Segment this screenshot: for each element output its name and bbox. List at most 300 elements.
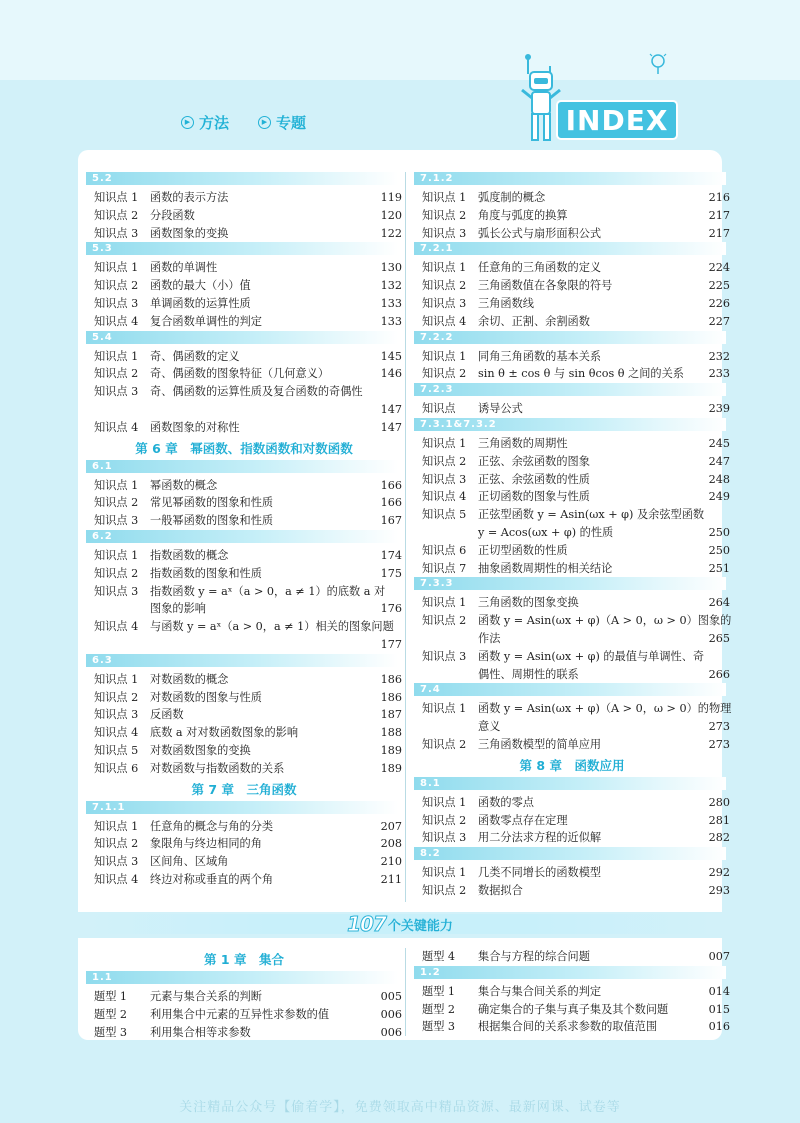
entry-title: 确定集合的子集与真子集及其个数问题 bbox=[478, 1002, 669, 1016]
toc-entry[interactable] bbox=[414, 983, 730, 1001]
section-header: 7.3.3 bbox=[414, 577, 726, 590]
entry-page-number: 251 bbox=[708, 561, 730, 575]
entry-label: 知识点 4 bbox=[94, 726, 139, 740]
entry-title: 集合与方程的综合问题 bbox=[478, 950, 590, 963]
entry-title: 元素与集合关系的判断 bbox=[150, 990, 262, 1003]
section-header: 8.2 bbox=[414, 847, 726, 860]
entry-page-number: 250 bbox=[708, 525, 730, 539]
entry-label: 知识点 1 bbox=[422, 702, 467, 716]
toc-entry[interactable] bbox=[86, 189, 402, 207]
entry-title: 一般幂函数的图象和性质 bbox=[150, 514, 274, 528]
entry-title: 三角函数值在各象限的符号 bbox=[478, 279, 613, 293]
toc-entry[interactable] bbox=[86, 477, 402, 495]
lower-left-column bbox=[86, 948, 402, 1041]
toc-entry[interactable] bbox=[414, 524, 730, 542]
toc-entry[interactable] bbox=[414, 471, 730, 489]
entry-page-number: 006 bbox=[380, 1007, 402, 1021]
entry-label: 题型 1 bbox=[94, 990, 128, 1003]
entry-title: 反函数 bbox=[150, 708, 184, 722]
entry-label: 知识点 2 bbox=[94, 496, 139, 510]
entry-title: 角度与弧度的换算 bbox=[478, 208, 568, 222]
toc-entry[interactable] bbox=[86, 225, 402, 243]
entry-label: 知识点 3 bbox=[94, 226, 139, 240]
entry-label: 题型 3 bbox=[422, 1020, 456, 1034]
entry-page-number: 247 bbox=[708, 454, 730, 468]
toc-entry[interactable] bbox=[414, 435, 730, 453]
entry-title: 正切型函数的性质 bbox=[478, 543, 568, 557]
play-circle-icon: ▶ bbox=[181, 116, 194, 129]
entry-label: 知识点 4 bbox=[422, 490, 467, 504]
entry-label: 知识点 1 bbox=[422, 349, 467, 363]
entry-title: 对数函数的概念 bbox=[150, 672, 229, 686]
section-header: 7.2.2 bbox=[414, 331, 726, 344]
entry-title: 奇、偶函数的定义 bbox=[150, 349, 240, 363]
entry-page-number: 147 bbox=[380, 402, 402, 416]
entry-label: 知识点 2 bbox=[422, 883, 467, 897]
section-header: 5.4 bbox=[86, 331, 398, 344]
entry-title: 函数 y = Asin(ωx + φ)（A > 0，ω > 0）的物理 bbox=[478, 702, 732, 716]
toc-entry[interactable] bbox=[414, 488, 730, 506]
entry-title: 根据集合间的关系求参数的取值范围 bbox=[478, 1020, 658, 1034]
chapter-title: 第 8 章 函数应用 bbox=[519, 757, 625, 773]
entry-label: 知识点 3 bbox=[94, 385, 139, 399]
toc-entry[interactable] bbox=[86, 724, 402, 742]
entry-label: 知识点 3 bbox=[94, 584, 139, 598]
entry-label: 知识点 3 bbox=[422, 472, 467, 486]
toc-entry[interactable] bbox=[414, 648, 730, 666]
entry-label: 知识点 2 bbox=[422, 367, 467, 381]
toc-entry[interactable] bbox=[414, 736, 730, 754]
entry-page-number: 292 bbox=[708, 866, 730, 880]
section-header: 7.1.1 bbox=[86, 801, 398, 814]
entry-title: 奇、偶函数的图象特征（几何意义） bbox=[150, 367, 330, 381]
entry-title: 三角函数的图象变换 bbox=[478, 596, 579, 610]
entry-title: 数据拟合 bbox=[478, 883, 523, 897]
entry-page-number: 239 bbox=[708, 402, 730, 416]
entry-title: 指数函数的概念 bbox=[150, 548, 229, 562]
entry-label: 知识点 2 bbox=[94, 279, 139, 293]
toc-entry[interactable] bbox=[414, 542, 730, 560]
toc-entry[interactable] bbox=[86, 636, 402, 654]
entry-label: 知识点 3 bbox=[94, 296, 139, 310]
entry-title: 对数函数与指数函数的关系 bbox=[150, 761, 285, 775]
entry-title: 正弦、余弦函数的图象 bbox=[478, 454, 590, 468]
toc-entry[interactable] bbox=[86, 277, 402, 295]
entry-title: 区间角、区域角 bbox=[150, 855, 229, 869]
toc-entry[interactable] bbox=[414, 365, 730, 383]
entry-page-number: 133 bbox=[380, 296, 402, 310]
entry-page-number: 016 bbox=[708, 1020, 730, 1034]
entry-label: 知识点 2 bbox=[422, 737, 467, 751]
lower-column-divider bbox=[405, 948, 406, 1036]
entry-label: 知识点 2 bbox=[94, 367, 139, 381]
entry-label: 知识点 1 bbox=[94, 548, 139, 562]
play-circle-icon: ▶ bbox=[258, 116, 271, 129]
entry-page-number: 226 bbox=[708, 296, 730, 310]
entry-title: sin θ ± cos θ 与 sin θcos θ 之间的关系 bbox=[478, 367, 684, 381]
toc-entry[interactable] bbox=[414, 453, 730, 471]
entry-label: 知识点 1 bbox=[422, 261, 467, 275]
entry-title: 弧度制的概念 bbox=[478, 191, 546, 204]
entry-label: 知识点 3 bbox=[422, 831, 467, 845]
entry-label: 知识点 1 bbox=[422, 436, 467, 450]
entry-title: 终边对称或垂直的两个角 bbox=[150, 872, 274, 886]
entry-label: 知识点 3 bbox=[422, 296, 467, 310]
entry-page-number: 119 bbox=[380, 191, 402, 204]
toc-entry[interactable] bbox=[414, 864, 730, 882]
entry-title: 三角函数的周期性 bbox=[478, 436, 568, 450]
toc-entry[interactable] bbox=[86, 348, 402, 366]
toc-entry[interactable] bbox=[414, 829, 730, 847]
entry-page-number: 282 bbox=[708, 831, 730, 845]
entry-label: 知识点 2 bbox=[94, 566, 139, 580]
entry-title: 函数图象的对称性 bbox=[150, 420, 240, 434]
lower-right-column bbox=[414, 948, 730, 1036]
entry-title bbox=[94, 401, 372, 419]
entry-page-number: 187 bbox=[380, 708, 402, 722]
entry-page-number: 224 bbox=[708, 261, 730, 275]
entry-label: 题型 1 bbox=[422, 984, 456, 998]
section-header: 7.3.1&7.3.2 bbox=[414, 418, 726, 431]
entry-title: 任意角的三角函数的定义 bbox=[478, 261, 602, 275]
toc-entry[interactable] bbox=[86, 583, 402, 601]
entry-title: 三角函数模型的简单应用 bbox=[478, 737, 602, 751]
toc-entry[interactable] bbox=[86, 742, 402, 760]
entry-page-number bbox=[385, 583, 415, 601]
toc-entry[interactable] bbox=[414, 277, 730, 295]
entry-page-number: 233 bbox=[708, 367, 730, 381]
toc-entry[interactable] bbox=[414, 700, 730, 718]
toc-entry[interactable] bbox=[414, 295, 730, 313]
toc-entry[interactable] bbox=[86, 706, 402, 724]
toc-entry[interactable] bbox=[86, 689, 402, 707]
index-badge: INDEX bbox=[556, 100, 678, 140]
toc-entry[interactable] bbox=[86, 365, 402, 383]
entry-label: 知识点 2 bbox=[422, 813, 467, 827]
section-header: 8.1 bbox=[414, 777, 726, 790]
toc-entry[interactable] bbox=[86, 600, 402, 618]
entry-label: 知识点 2 bbox=[422, 614, 467, 628]
entry-title: 抽象函数周期性的相关结论 bbox=[478, 561, 613, 575]
entry-label: 知识点 1 bbox=[94, 478, 139, 492]
entry-page-number: 281 bbox=[708, 813, 730, 827]
entry-page-number: 014 bbox=[708, 984, 730, 998]
entry-title: 指数函数的图象和性质 bbox=[150, 566, 262, 580]
entry-label: 知识点 3 bbox=[94, 708, 139, 722]
entry-page-number: 133 bbox=[380, 314, 402, 328]
entry-page-number: 167 bbox=[380, 514, 402, 528]
entry-title: 函数的表示方法 bbox=[150, 191, 229, 204]
entry-title: 函数 y = Asin(ωx + φ)（A > 0，ω > 0）图象的 bbox=[478, 614, 732, 628]
toc-entry[interactable] bbox=[414, 612, 730, 630]
entry-page-number: 264 bbox=[708, 596, 730, 610]
entry-title: 函数的最大（小）值 bbox=[150, 279, 251, 293]
toc-entry[interactable] bbox=[414, 718, 730, 736]
toc-entry[interactable] bbox=[86, 547, 402, 565]
entry-title: 图象的影响 bbox=[150, 602, 206, 616]
entry-title: 诱导公式 bbox=[478, 402, 523, 416]
entry-label: 知识点 1 bbox=[422, 866, 467, 880]
entry-title bbox=[94, 636, 372, 654]
entry-label: 知识点 7 bbox=[422, 561, 467, 575]
section-header: 7.4 bbox=[414, 683, 726, 696]
section-header: 7.2.1 bbox=[414, 242, 726, 255]
entry-page-number: 207 bbox=[380, 819, 402, 833]
entry-title: 常见幂函数的图象和性质 bbox=[150, 496, 274, 510]
toc-entry[interactable] bbox=[86, 512, 402, 530]
section-header: 6.1 bbox=[86, 460, 398, 473]
entry-page-number: 249 bbox=[708, 490, 730, 504]
entry-page-number bbox=[372, 383, 402, 401]
entry-label: 知识点 5 bbox=[422, 508, 467, 522]
section-header: 6.2 bbox=[86, 530, 398, 543]
toc-entry[interactable] bbox=[86, 259, 402, 277]
right-column bbox=[414, 172, 730, 900]
entry-title: 与函数 y = aˣ（a > 0，a ≠ 1）相关的图象问题 bbox=[150, 620, 394, 634]
entry-title: 分段函数 bbox=[150, 208, 195, 222]
entry-title: 象限角与终边相同的角 bbox=[150, 837, 262, 851]
chapter-title: 第 1 章 集合 bbox=[204, 952, 284, 967]
toc-entry[interactable] bbox=[414, 348, 730, 366]
toc-entry[interactable] bbox=[86, 618, 402, 636]
entry-page-number: 227 bbox=[708, 314, 730, 328]
entry-page-number: 166 bbox=[380, 478, 402, 492]
entry-page-number: 175 bbox=[380, 566, 402, 580]
entry-page-number bbox=[731, 612, 761, 630]
entry-title: 奇、偶函数的运算性质及复合函数的奇偶性 bbox=[150, 385, 363, 399]
entry-page-number: 248 bbox=[708, 472, 730, 486]
entry-title: 函数 y = Asin(ωx + φ) 的最值与单调性、奇 bbox=[478, 649, 705, 663]
entry-page-number: 265 bbox=[708, 631, 730, 645]
entry-page-number: 177 bbox=[380, 637, 402, 651]
entry-label: 知识点 1 bbox=[94, 349, 139, 363]
entry-page-number: 211 bbox=[380, 872, 402, 886]
entry-title: 几类不同增长的函数模型 bbox=[478, 866, 602, 880]
entry-title: 函数图象的变换 bbox=[150, 226, 229, 240]
entry-page-number: 147 bbox=[380, 420, 402, 434]
toc-entry[interactable] bbox=[414, 948, 730, 966]
entry-page-number: 273 bbox=[708, 737, 730, 751]
entry-label: 题型 2 bbox=[94, 1007, 128, 1021]
entry-label: 知识点 6 bbox=[422, 543, 467, 557]
tab-topic[interactable] bbox=[258, 112, 306, 133]
section-header: 1.2 bbox=[414, 966, 726, 979]
toc-entry[interactable] bbox=[414, 794, 730, 812]
entry-page-number: 015 bbox=[708, 1002, 730, 1016]
toc-entry[interactable] bbox=[86, 671, 402, 689]
toc-entry[interactable] bbox=[414, 400, 730, 418]
section-header: 1.1 bbox=[86, 971, 398, 984]
entry-title: 任意角的概念与角的分类 bbox=[150, 819, 274, 833]
toc-entry[interactable] bbox=[86, 295, 402, 313]
toc-entry[interactable] bbox=[86, 818, 402, 836]
chapter-title: 第 7 章 三角函数 bbox=[191, 781, 297, 797]
entry-title: 函数的零点 bbox=[478, 795, 534, 809]
tab-topic-label: 专题 bbox=[276, 114, 307, 132]
toc-entry[interactable] bbox=[86, 871, 402, 889]
entry-title: 三角函数线 bbox=[478, 296, 534, 310]
entry-label: 知识点 2 bbox=[94, 837, 139, 851]
entry-label: 知识点 bbox=[422, 402, 456, 416]
toc-entry[interactable] bbox=[414, 189, 730, 207]
entry-page-number: 006 bbox=[380, 1025, 402, 1039]
entry-page-number: 188 bbox=[380, 726, 402, 740]
entry-label: 知识点 6 bbox=[94, 761, 139, 775]
entry-label: 知识点 1 bbox=[422, 795, 467, 809]
entry-page-number bbox=[704, 648, 734, 666]
toc-entry[interactable] bbox=[86, 835, 402, 853]
entry-page-number: 186 bbox=[380, 690, 402, 704]
entry-title: y = Acos(ωx + φ) 的性质 bbox=[478, 525, 614, 539]
entry-page-number: 130 bbox=[380, 261, 402, 275]
entry-page-number: 216 bbox=[708, 191, 730, 204]
toc-entry[interactable] bbox=[414, 630, 730, 648]
entry-label: 知识点 3 bbox=[422, 226, 467, 240]
entry-page-number: 273 bbox=[708, 720, 730, 734]
entry-title: 正弦型函数 y = Asin(ωx + φ) 及余弦型函数 bbox=[478, 508, 705, 522]
toc-entry[interactable] bbox=[86, 1024, 402, 1042]
entry-label: 知识点 3 bbox=[94, 514, 139, 528]
entry-page-number: 120 bbox=[380, 208, 402, 222]
entry-page-number: 132 bbox=[380, 279, 402, 293]
entry-title: 函数零点存在定理 bbox=[478, 813, 568, 827]
entry-label: 知识点 2 bbox=[94, 208, 139, 222]
toc-entry[interactable] bbox=[414, 225, 730, 243]
toc-entry[interactable] bbox=[414, 666, 730, 684]
toc-entry[interactable] bbox=[86, 760, 402, 778]
chapter-title: 第 6 章 幂函数、指数函数和对数函数 bbox=[135, 440, 353, 456]
tab-method-label: 方法 bbox=[199, 114, 230, 132]
tab-method[interactable] bbox=[181, 112, 229, 133]
entry-label: 知识点 2 bbox=[422, 279, 467, 293]
toc-entry[interactable] bbox=[414, 1001, 730, 1019]
entry-label: 知识点 4 bbox=[94, 314, 139, 328]
entry-page-number: 189 bbox=[380, 761, 402, 775]
toc-entry[interactable] bbox=[86, 853, 402, 871]
entry-label: 题型 4 bbox=[422, 950, 456, 963]
toc-entry[interactable] bbox=[414, 207, 730, 225]
abilities-banner bbox=[84, 914, 716, 934]
toc-entry[interactable] bbox=[414, 812, 730, 830]
entry-page-number bbox=[704, 506, 734, 524]
entry-page-number: 146 bbox=[380, 367, 402, 381]
entry-label: 知识点 1 bbox=[94, 191, 139, 204]
toc-entry[interactable] bbox=[86, 313, 402, 331]
entry-title: 单调函数的运算性质 bbox=[150, 296, 251, 310]
entry-title: 余切、正割、余割函数 bbox=[478, 314, 590, 328]
footer-notice: 关注精品公众号【偷着学】，免费领取高中精品资源、最新网课、试卷等 bbox=[179, 1100, 621, 1115]
section-header: 5.3 bbox=[86, 242, 398, 255]
toc-entry[interactable] bbox=[86, 494, 402, 512]
entry-page-number: 217 bbox=[708, 226, 730, 240]
toc-entry[interactable] bbox=[86, 1006, 402, 1024]
entry-page-number: 232 bbox=[708, 349, 730, 363]
entry-label: 知识点 2 bbox=[422, 208, 467, 222]
toc-entry[interactable] bbox=[86, 988, 402, 1006]
section-header: 6.3 bbox=[86, 654, 398, 667]
entry-page-number: 217 bbox=[708, 208, 730, 222]
entry-label: 知识点 2 bbox=[94, 690, 139, 704]
toc-entry[interactable] bbox=[414, 313, 730, 331]
toc-entry[interactable] bbox=[414, 560, 730, 578]
toc-entry[interactable] bbox=[414, 1018, 730, 1036]
entry-label: 知识点 4 bbox=[94, 620, 139, 634]
toc-entry[interactable] bbox=[86, 207, 402, 225]
entry-label: 题型 2 bbox=[422, 1002, 456, 1016]
entry-title: 正切函数的图象与性质 bbox=[478, 490, 590, 504]
entry-label: 知识点 3 bbox=[94, 855, 139, 869]
entry-page-number: 189 bbox=[380, 743, 402, 757]
entry-title: 弧长公式与扇形面积公式 bbox=[478, 226, 602, 240]
toc-entry[interactable] bbox=[86, 565, 402, 583]
entry-label: 知识点 1 bbox=[94, 819, 139, 833]
entry-title: 正弦、余弦函数的性质 bbox=[478, 472, 590, 486]
entry-label: 知识点 4 bbox=[94, 420, 139, 434]
entry-page-number: 166 bbox=[380, 496, 402, 510]
toc-entry[interactable] bbox=[414, 259, 730, 277]
section-header: 7.2.3 bbox=[414, 383, 726, 396]
entry-page-number: 005 bbox=[380, 990, 402, 1003]
entry-title: 底数 a 对对数函数图象的影响 bbox=[150, 726, 299, 740]
entry-label: 知识点 4 bbox=[422, 314, 467, 328]
entry-label: 知识点 1 bbox=[94, 261, 139, 275]
section-header: 5.2 bbox=[86, 172, 398, 185]
entry-label: 知识点 1 bbox=[94, 672, 139, 686]
toc-entry[interactable] bbox=[414, 594, 730, 612]
entry-label: 知识点 4 bbox=[94, 872, 139, 886]
entry-title: 对数函数图象的变换 bbox=[150, 743, 251, 757]
toc-entry[interactable] bbox=[414, 882, 730, 900]
entry-label: 知识点 5 bbox=[94, 743, 139, 757]
entry-page-number: 176 bbox=[380, 602, 402, 616]
entry-title: 作法 bbox=[478, 631, 501, 645]
entry-label: 题型 3 bbox=[94, 1025, 128, 1039]
entry-label: 知识点 1 bbox=[422, 191, 467, 204]
entry-title: 函数的单调性 bbox=[150, 261, 218, 275]
toc-entry[interactable] bbox=[414, 506, 730, 524]
entry-title: 幂函数的概念 bbox=[150, 478, 218, 492]
entry-page-number: 266 bbox=[708, 667, 730, 681]
entry-title: 同角三角函数的基本关系 bbox=[478, 349, 602, 363]
toc-entry[interactable] bbox=[86, 419, 402, 437]
section-header: 7.1.2 bbox=[414, 172, 726, 185]
entry-page-number: 208 bbox=[380, 837, 402, 851]
entry-title: 利用集合相等求参数 bbox=[150, 1025, 251, 1039]
entry-page-number: 293 bbox=[708, 883, 730, 897]
entry-label: 知识点 3 bbox=[422, 649, 467, 663]
entry-page-number: 210 bbox=[380, 855, 402, 869]
entry-title: 对数函数的图象与性质 bbox=[150, 690, 262, 704]
banner-number: 107 bbox=[347, 912, 386, 936]
entry-title: 集合与集合间关系的判定 bbox=[478, 984, 602, 998]
entry-page-number: 122 bbox=[380, 226, 402, 240]
entry-page-number: 007 bbox=[708, 950, 730, 963]
toc-entry[interactable] bbox=[86, 401, 402, 419]
lightbulb-icon bbox=[648, 52, 668, 76]
entry-page-number: 174 bbox=[380, 548, 402, 562]
entry-label: 知识点 1 bbox=[422, 596, 467, 610]
left-column bbox=[86, 172, 402, 889]
entry-title: 指数函数 y = aˣ（a > 0，a ≠ 1）的底数 a 对 bbox=[150, 584, 386, 598]
entry-page-number: 280 bbox=[708, 795, 730, 809]
entry-title: 偶性、周期性的联系 bbox=[478, 667, 579, 681]
entry-page-number: 225 bbox=[708, 279, 730, 293]
toc-entry[interactable] bbox=[86, 383, 402, 401]
entry-page-number: 145 bbox=[380, 349, 402, 363]
banner-text: 个关键能力 bbox=[387, 918, 453, 934]
entry-title: 用二分法求方程的近似解 bbox=[478, 831, 602, 845]
entry-page-number: 250 bbox=[708, 543, 730, 557]
